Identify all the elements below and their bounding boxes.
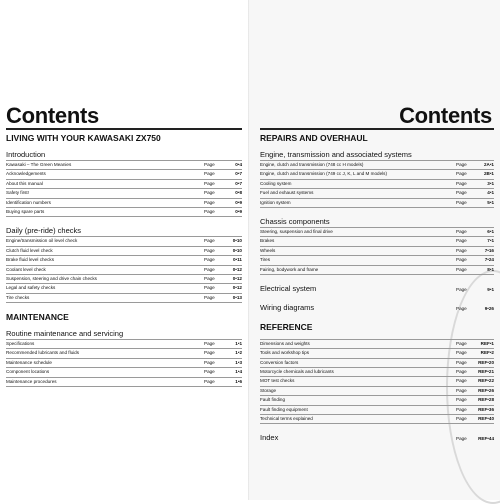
toc-row[interactable] bbox=[260, 179, 494, 188]
page-number: 0•7 bbox=[235, 180, 242, 186]
page-label: Page bbox=[204, 190, 215, 196]
page-label: Page bbox=[204, 208, 215, 214]
toc-index[interactable] bbox=[260, 433, 494, 442]
page-number: 0•8 bbox=[235, 190, 242, 196]
toc-entry: Tire checks bbox=[6, 294, 30, 300]
page-number: 4•1 bbox=[487, 190, 494, 196]
left-contents bbox=[6, 133, 242, 396]
toc-row[interactable] bbox=[260, 198, 494, 208]
toc-entry: Brake fluid level checks bbox=[6, 257, 55, 263]
toc-entry: Specifications bbox=[6, 341, 35, 347]
page-number: 8•1 bbox=[487, 266, 494, 272]
toc-row[interactable] bbox=[6, 293, 242, 303]
toc-row[interactable] bbox=[6, 188, 242, 197]
toc-entry: Tires bbox=[260, 257, 271, 263]
page-label: Page bbox=[204, 238, 215, 244]
toc-row[interactable] bbox=[260, 376, 494, 385]
toc-row[interactable] bbox=[260, 169, 494, 178]
page-number: 0•12 bbox=[232, 266, 242, 272]
toc-entry: Recommended lubricants and fluids bbox=[6, 350, 80, 356]
toc-list bbox=[6, 339, 242, 387]
toc-entry: About this manual bbox=[6, 180, 43, 186]
toc-entry: Fault finding equipment bbox=[260, 406, 308, 412]
page-number: REF•1 bbox=[480, 340, 494, 346]
section-routine-maintenance bbox=[6, 329, 242, 387]
toc-entry: Wiring diagrams bbox=[260, 302, 315, 312]
part-heading-maintenance: MAINTENANCE bbox=[6, 312, 69, 323]
page-label: Page bbox=[204, 180, 215, 186]
page-label: Page bbox=[456, 162, 467, 167]
toc-entry: Fuel and exhaust systems bbox=[260, 190, 314, 196]
page-label: Page bbox=[204, 341, 215, 347]
right-page-title: Contents bbox=[399, 103, 492, 128]
part-heading-reference: REFERENCE bbox=[260, 321, 313, 332]
page-number: 7•16 bbox=[484, 247, 494, 253]
page-label: Page bbox=[456, 171, 467, 177]
page-number: REF•28 bbox=[478, 397, 494, 403]
page-label: Page bbox=[456, 369, 467, 375]
page-number: 0•4 bbox=[235, 162, 242, 167]
toc-entry: Identification numbers bbox=[6, 199, 51, 205]
page-label: Page bbox=[204, 199, 215, 205]
page-number: 0•11 bbox=[232, 257, 242, 263]
section-title: Introduction bbox=[6, 150, 46, 159]
toc-electrical-system[interactable] bbox=[260, 284, 494, 293]
page-label: Page bbox=[204, 285, 215, 291]
toc-entry: Acknowledgements bbox=[6, 171, 46, 177]
page-number: 0•9 bbox=[235, 199, 242, 205]
toc-entry: Legal and safety checks bbox=[6, 285, 56, 291]
toc-entry: Tools and workshop tips bbox=[260, 350, 310, 356]
page-label: Page bbox=[456, 199, 467, 205]
toc-entry: Steering, suspension and final drive bbox=[260, 228, 333, 234]
toc-row[interactable] bbox=[6, 367, 242, 376]
toc-row[interactable] bbox=[6, 198, 242, 207]
page-number: 6•1 bbox=[487, 228, 494, 234]
toc-row[interactable] bbox=[260, 265, 494, 275]
toc-entry: Maintenance procedures bbox=[6, 378, 57, 384]
page-number: 0•10 bbox=[232, 247, 242, 253]
page-number: 0•13 bbox=[232, 294, 242, 300]
page-label: Page bbox=[456, 305, 467, 311]
toc-row[interactable] bbox=[260, 339, 494, 348]
toc-row[interactable] bbox=[6, 274, 242, 283]
section-daily-checks bbox=[6, 226, 242, 303]
page-number: REF•36 bbox=[478, 406, 494, 412]
page-label: Page bbox=[204, 369, 215, 375]
section-title: Chassis components bbox=[260, 216, 330, 226]
toc-row[interactable] bbox=[260, 414, 494, 424]
page-number: 1•4 bbox=[235, 369, 242, 375]
page-label: Page bbox=[456, 247, 467, 253]
toc-row[interactable] bbox=[6, 377, 242, 387]
toc-row[interactable] bbox=[260, 367, 494, 376]
page-number: REF•20 bbox=[478, 359, 494, 365]
page-label: Page bbox=[456, 286, 467, 292]
toc-row[interactable] bbox=[6, 283, 242, 292]
page-number: 1•2 bbox=[235, 350, 242, 356]
page-number: 0•12 bbox=[232, 285, 242, 291]
page-label: Page bbox=[456, 238, 467, 244]
page-label: Page bbox=[456, 257, 467, 263]
left-page-title: Contents bbox=[6, 103, 99, 128]
page-label: Page bbox=[456, 350, 467, 356]
toc-entry: Dimensions and weights bbox=[260, 340, 310, 346]
page-number: 0•9 bbox=[235, 208, 242, 214]
page-number: REF•21 bbox=[478, 369, 494, 375]
page-label: Page bbox=[204, 171, 215, 177]
toc-entry: Technical terms explained bbox=[260, 416, 313, 422]
toc-entry: Index bbox=[260, 433, 279, 443]
toc-row[interactable] bbox=[6, 358, 242, 367]
page-number: REF•44 bbox=[478, 436, 494, 442]
toc-entry: Wheels bbox=[260, 247, 276, 253]
toc-row[interactable] bbox=[260, 358, 494, 367]
page-number: 0•10 bbox=[232, 238, 242, 244]
toc-row[interactable] bbox=[260, 160, 494, 169]
toc-row[interactable] bbox=[260, 246, 494, 255]
page-number: REF•26 bbox=[478, 387, 494, 393]
toc-row[interactable] bbox=[260, 348, 494, 357]
toc-entry: Clutch fluid level check bbox=[6, 247, 53, 253]
left-title-rule bbox=[6, 128, 242, 130]
left-page bbox=[0, 0, 250, 500]
toc-list bbox=[260, 160, 494, 208]
page-label: Page bbox=[204, 247, 215, 253]
page-label: Page bbox=[204, 378, 215, 384]
page-number: 7•1 bbox=[487, 238, 494, 244]
section-title: Engine, transmission and associated systems bbox=[260, 150, 412, 159]
section-title: Routine maintenance and servicing bbox=[6, 329, 124, 339]
toc-list bbox=[260, 339, 494, 425]
toc-entry: MOT test checks bbox=[260, 378, 295, 384]
page-number: REF•40 bbox=[478, 416, 494, 422]
toc-entry: Coolant level check bbox=[6, 266, 46, 272]
toc-row[interactable] bbox=[6, 236, 242, 245]
toc-row[interactable] bbox=[6, 160, 242, 169]
toc-entry: Fault finding bbox=[260, 397, 286, 403]
page-label: Page bbox=[456, 340, 467, 346]
page-number: 7•24 bbox=[484, 257, 494, 263]
toc-row[interactable] bbox=[260, 227, 494, 236]
toc-entry: Fairing, bodywork and frame bbox=[260, 266, 319, 272]
toc-row[interactable] bbox=[6, 348, 242, 357]
page-label: Page bbox=[204, 266, 215, 272]
page-number: REF•2 bbox=[480, 350, 494, 356]
page-label: Page bbox=[204, 359, 215, 365]
toc-entry: Brakes bbox=[260, 238, 275, 244]
page-label: Page bbox=[456, 436, 467, 442]
page-label: Page bbox=[456, 228, 467, 234]
toc-row[interactable] bbox=[260, 395, 494, 404]
toc-list bbox=[260, 227, 494, 275]
toc-entry: Conversion factors bbox=[260, 359, 299, 365]
toc-entry: Ignition system bbox=[260, 199, 291, 205]
page-label: Page bbox=[456, 416, 467, 422]
page-number: 9•26 bbox=[484, 305, 494, 311]
page-label: Page bbox=[204, 257, 215, 263]
section-introduction bbox=[6, 150, 242, 217]
page-number: 0•12 bbox=[232, 275, 242, 281]
toc-entry: Motorcycle chemicals and lubricants bbox=[260, 369, 334, 375]
page-number: 1•1 bbox=[235, 341, 242, 347]
page-label: Page bbox=[204, 294, 215, 300]
page-label: Page bbox=[456, 266, 467, 272]
toc-entry: Engine/transmission oil level check bbox=[6, 238, 78, 244]
section-title: Daily (pre-ride) checks bbox=[6, 226, 82, 236]
section-engine bbox=[260, 150, 494, 208]
page-number: 3•1 bbox=[487, 180, 494, 186]
page-label: Page bbox=[204, 350, 215, 356]
page-label: Page bbox=[456, 190, 467, 196]
page-label: Page bbox=[456, 359, 467, 365]
toc-entry: Engine, clutch and transmission (748 cc H models) bbox=[260, 162, 364, 167]
page-number: 5•1 bbox=[487, 199, 494, 205]
toc-entry: Maintenance schedule bbox=[6, 359, 52, 365]
toc-entry: Component locations bbox=[6, 369, 50, 375]
page-label: Page bbox=[456, 387, 467, 393]
page-number: 2A•1 bbox=[483, 162, 494, 167]
page-label: Page bbox=[456, 397, 467, 403]
right-page bbox=[250, 0, 500, 500]
toc-row[interactable] bbox=[260, 405, 494, 414]
section-chassis bbox=[260, 217, 494, 275]
page-label: Page bbox=[456, 406, 467, 412]
page-number: 9•1 bbox=[487, 286, 494, 292]
page-number: 1•6 bbox=[235, 378, 242, 384]
page-label: Page bbox=[204, 275, 215, 281]
toc-wiring-diagrams[interactable] bbox=[260, 303, 494, 312]
toc-row[interactable] bbox=[6, 207, 242, 217]
toc-row[interactable] bbox=[6, 255, 242, 264]
toc-entry: Engine, clutch and transmission (749 cc J, K, L and M models) bbox=[260, 171, 387, 177]
page-label: Page bbox=[456, 180, 467, 186]
page-number: 0•7 bbox=[235, 171, 242, 177]
page-number: REF•22 bbox=[478, 378, 494, 384]
part-heading-repairs: REPAIRS AND OVERHAUL bbox=[260, 133, 368, 143]
toc-row[interactable] bbox=[6, 265, 242, 274]
toc-row[interactable] bbox=[6, 179, 242, 188]
right-title-rule bbox=[260, 128, 494, 130]
toc-entry: Suspension, steering and drive chain checks bbox=[6, 275, 97, 281]
toc-row[interactable] bbox=[6, 169, 242, 178]
toc-entry: Buying spare parts bbox=[6, 208, 45, 214]
part-heading-living: LIVING WITH YOUR KAWASAKI ZX750 bbox=[6, 133, 161, 143]
toc-row[interactable] bbox=[260, 386, 494, 395]
section-reference bbox=[260, 339, 494, 425]
toc-entry: Storage bbox=[260, 387, 277, 393]
page-label: Page bbox=[204, 162, 215, 167]
toc-entry: Safety first! bbox=[6, 190, 29, 196]
toc-entry: Kawasaki – The Green Meanies bbox=[6, 162, 72, 167]
toc-row[interactable] bbox=[6, 339, 242, 348]
toc-list bbox=[6, 160, 242, 217]
page-label: Page bbox=[456, 378, 467, 384]
toc-entry: Electrical system bbox=[260, 283, 317, 293]
toc-entry: Cooling system bbox=[260, 180, 292, 186]
toc-row[interactable] bbox=[6, 246, 242, 255]
toc-row[interactable] bbox=[260, 236, 494, 245]
toc-list bbox=[6, 236, 242, 303]
toc-row[interactable] bbox=[260, 188, 494, 197]
page-number: 1•3 bbox=[235, 359, 242, 365]
right-contents bbox=[260, 133, 494, 452]
page-number: 2B•1 bbox=[483, 171, 494, 177]
toc-row[interactable] bbox=[260, 255, 494, 264]
